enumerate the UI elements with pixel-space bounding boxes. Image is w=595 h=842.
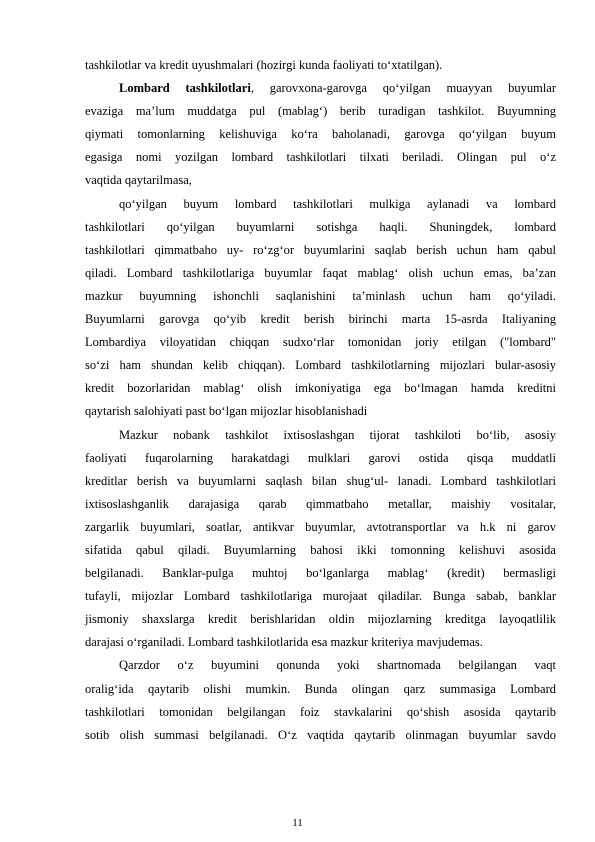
- text-line: tashkilotlari qo‘yilgan buyumlarni sotishga haqli. Shuningdek, lombard: [85, 219, 556, 234]
- text-line: evaziga ma’lum muddatga pul (mablag‘) berib turadigan tashkilot. Buyumning: [85, 104, 556, 119]
- text-line: vaqtida qaytarilmasa,: [85, 173, 192, 188]
- text-line: Qarzdor o‘z buyumini qonunda yoki shartnomada belgilangan vaqt: [119, 658, 556, 673]
- text-line: oralig‘ida qaytarib olishi mumkin. Bunda olingan qarz summasiga Lombard: [85, 681, 556, 696]
- text-line: mazkur buyumning ishonchli saqlanishini ta’minlash uchun ham qo‘yiladi.: [85, 288, 556, 303]
- text-line: qaytarish salohiyati past bo‘lgan mijozlar hisoblanishadi: [85, 404, 368, 419]
- text-line: Lombardiya viloyatidan chiqqan sudxo‘rlar tomonidan joriy etilgan ("lombard": [85, 335, 556, 350]
- text-line: tashkilotlari qimmatbaho uy- ro‘zg‘or buyumlarini saqlab berish uchun ham qabul: [85, 242, 556, 257]
- text-line: [85, 77, 556, 100]
- text-line: Mazkur nobank tashkilot ixtisoslashgan tijorat tashkiloti bo‘lib, asosiy: [119, 427, 556, 442]
- text-line: kredit bozorlaridan mablag‘ olish imkoniyatiga ega bo‘lmagan hamda kreditni: [85, 381, 556, 396]
- text-line: qo‘yilgan buyum lombard tashkilotlari mulkiga aylanadi va lombard: [119, 196, 556, 211]
- text-line: sotib olish summasi belgilanadi. O‘z vaqtida qaytarib olinmagan buyumlar savdo: [85, 727, 556, 742]
- text-line: [85, 354, 556, 377]
- text-line: qiymati tomonlarning kelishuviga ko‘ra baholanadi, garovga qo‘yilgan buyum: [85, 127, 556, 142]
- text-line: belgilanadi. Banklar-pulga muhtoj bo‘lganlarga mablag‘ (kredit) bermasligi: [85, 566, 556, 581]
- text-line: Buyumlarni garovga qo‘yib kredit berish birinchi marta 15-asrda Italiyaning: [85, 312, 556, 327]
- text-line: kreditlar berish va buyumlarni saqlash bilan shug‘ul- lanadi. Lombard tashkilotlari: [85, 473, 556, 488]
- text-line: tashkilotlari tomonidan belgilangan foiz stavkalarini qo‘shish asosida qaytarib: [85, 704, 556, 719]
- text-line: qiladi. Lombard tashkilotlariga buyumlar faqat mablag‘ olish uchun emas, ba’zan: [85, 265, 556, 280]
- text-line: zargarlik buyumlari, soatlar, antikvar buyumlar, avtotransportlar va h.k ni garov: [85, 519, 556, 534]
- text-line: tashkilotlar va kredit uyushmalari (hozirgi kunda faoliyati to‘xtatilgan).: [85, 58, 443, 72]
- text-segment: , garovxona-garovga qo‘yilgan muayyan buyumlar: [250, 81, 556, 96]
- text-segment: bular-asosiy: [484, 358, 556, 373]
- text-line: faoliyati fuqarolarning harakatdagi mulklari garovi ostida qisqa muddatli: [85, 450, 556, 465]
- text-segment-small: so‘zi ham shundan kelib chiqqan). Lombard tashkilotlarning mijozlari: [85, 358, 485, 373]
- document-page: [85, 54, 556, 747]
- term-heading: Lombard tashkilotlari: [119, 81, 251, 96]
- text-line: ixtisoslashganlik darajasiga qarab qimmatbaho metallar, maishiy vositalar,: [85, 496, 556, 511]
- text-line: jismoniy shaxslarga kredit berishlaridan oldin mijozlarning kreditga layoqatlilik: [85, 612, 556, 627]
- page-number: 11: [292, 817, 303, 829]
- text-line: darajasi o‘rganiladi. Lombard tashkilotlarida esa mazkur kriteriya mavjudemas.: [85, 635, 483, 650]
- text-line: tufayli, mijozlar Lombard tashkilotlariga murojaat qiladilar. Bunga sabab, banklar: [85, 589, 556, 604]
- text-line: egasiga nomi yozilgan lombard tashkilotlari tilxati beriladi. Olingan pul o‘z: [85, 150, 556, 165]
- text-line: sifatida qabul qiladi. Buyumlarning bahosi ikki tomonning kelishuvi asosida: [85, 542, 556, 557]
